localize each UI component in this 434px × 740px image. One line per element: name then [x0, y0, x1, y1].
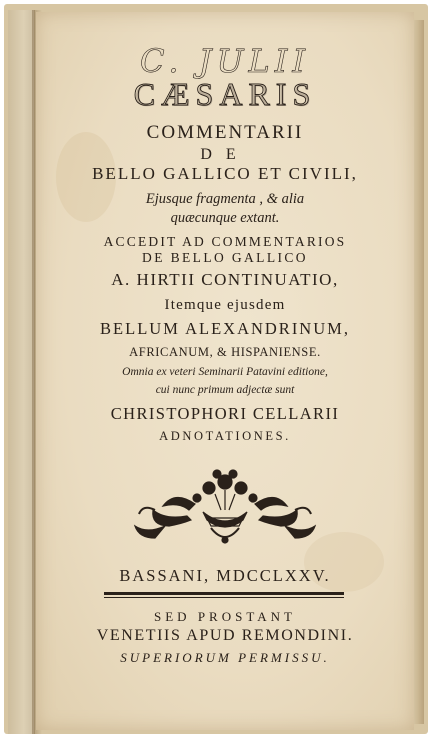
imprint-publisher: VENETIIS APUD REMONDINI.	[96, 627, 354, 644]
author-praenomen: C. JULII	[139, 42, 310, 80]
itemque-line: Itemque ejusdem	[164, 297, 286, 313]
extant-line: quæcunque extant.	[170, 210, 280, 226]
facing-page-edge	[8, 10, 35, 734]
editor-name: CHRISTOPHORI CELLARII	[110, 404, 340, 423]
author-name: CÆSARIS	[133, 76, 317, 112]
imprint-place-date: BASSANI, MDCCLXXV.	[119, 566, 331, 585]
book	[4, 4, 428, 734]
imprint-rule-thin	[104, 597, 344, 598]
title-preposition: DE	[200, 146, 250, 163]
fragments-line: Ejusque fragmenta , & alia	[145, 191, 305, 207]
accedit-line: ACCEDIT AD COMMENTARIOS	[103, 234, 347, 249]
printers-ornament	[125, 460, 325, 550]
imprint-permission: SUPERIORUM PERMISSU.	[120, 650, 330, 665]
edition-note-line2: cui nunc primum adjectæ sunt	[155, 384, 295, 396]
annotations-line: ADNOTATIONES.	[159, 429, 291, 443]
hirtius-line: A. HIRTII CONTINUATIO,	[111, 270, 339, 289]
work-title: COMMENTARII	[146, 122, 304, 143]
africanum-line: AFRICANUM, & HISPANIENSE.	[129, 345, 321, 359]
imprint-sed-prostant: SED PROSTANT	[154, 609, 296, 624]
title-subject: BELLO GALLICO ET CIVILI,	[92, 164, 358, 183]
imprint-rule	[104, 592, 344, 595]
title-page	[36, 12, 414, 730]
bellum-alexandrinum-line: BELLUM ALEXANDRINUM,	[100, 319, 350, 338]
bello-gallico-line: DE BELLO GALLICO	[142, 250, 308, 265]
edition-note-line1: Omnia ex veteri Seminarii Patavini editione,	[122, 366, 328, 378]
